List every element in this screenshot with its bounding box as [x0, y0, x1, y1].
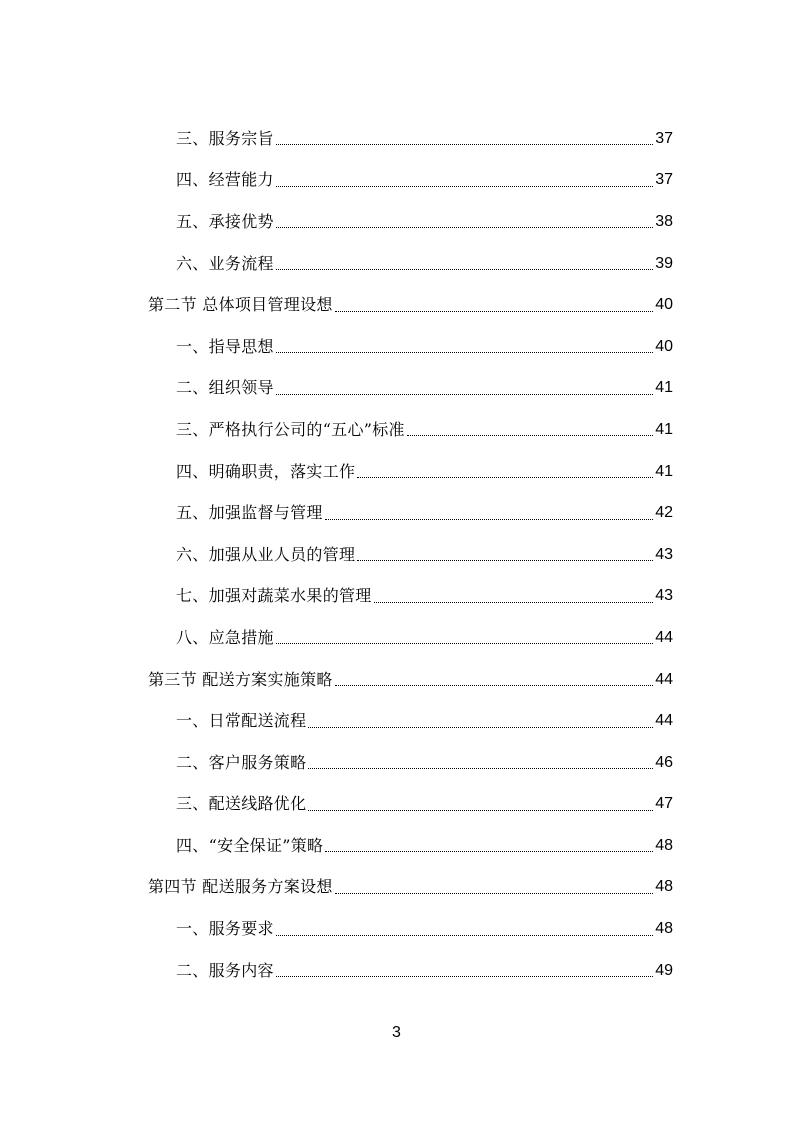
toc-entry[interactable] [0, 950, 793, 992]
toc-entry-label: 一、日常配送流程 [176, 711, 307, 731]
toc-entry-page: 37 [655, 129, 673, 147]
toc-entry-page: 38 [655, 212, 673, 230]
dot-leader [308, 768, 653, 769]
toc-entry-page: 47 [655, 795, 673, 813]
toc-entry-page: 46 [655, 753, 673, 771]
toc-entry-label: 三、服务宗旨 [176, 128, 274, 148]
toc-entry[interactable] [0, 617, 793, 659]
toc-entry-label: 二、客户服务策略 [176, 752, 307, 772]
dot-leader [407, 435, 653, 436]
toc-entry-label: 八、应急措施 [176, 627, 274, 647]
toc-entry[interactable] [0, 160, 793, 202]
toc-entry-label: 六、业务流程 [176, 253, 274, 273]
toc-entry-label: 四、“安全保证”策略 [176, 835, 324, 855]
toc-entry-label: 第四节 配送服务方案设想 [148, 877, 333, 897]
toc-entry-page: 42 [655, 504, 673, 522]
toc-entry-page: 43 [655, 587, 673, 605]
toc-entry-label: 二、组织领导 [176, 378, 274, 398]
toc-entry[interactable] [0, 784, 793, 826]
toc-entry[interactable] [0, 908, 793, 950]
dot-leader [357, 560, 653, 561]
dot-leader [335, 685, 654, 686]
dot-leader [308, 810, 653, 811]
dot-leader [335, 893, 654, 894]
table-of-contents [0, 118, 793, 991]
dot-leader [276, 186, 653, 187]
dot-leader [374, 602, 654, 603]
dot-leader [276, 935, 653, 936]
toc-entry-label: 五、承接优势 [176, 211, 274, 231]
toc-entry-page: 48 [655, 836, 673, 854]
toc-entry-page: 48 [655, 878, 673, 896]
toc-entry-label: 七、加强对蔬菜水果的管理 [176, 586, 372, 606]
dot-leader [308, 727, 653, 728]
toc-entry-label: 一、服务要求 [176, 919, 274, 939]
dot-leader [325, 519, 654, 520]
toc-entry-label: 第二节 总体项目管理设想 [148, 295, 333, 315]
toc-entry[interactable] [0, 118, 793, 160]
toc-entry-page: 40 [655, 296, 673, 314]
toc-entry[interactable] [0, 326, 793, 368]
toc-entry[interactable] [0, 576, 793, 618]
dot-leader [276, 394, 653, 395]
toc-entry-label: 三、严格执行公司的“五心”标准 [176, 419, 405, 439]
toc-entry-page: 44 [655, 670, 673, 688]
toc-section-entry[interactable] [0, 659, 793, 701]
toc-entry-page: 41 [655, 462, 673, 480]
dot-leader [276, 144, 653, 145]
toc-entry-page: 40 [655, 337, 673, 355]
toc-entry-page: 44 [655, 628, 673, 646]
toc-entry-label: 四、经营能力 [176, 170, 274, 190]
toc-entry[interactable] [0, 368, 793, 410]
dot-leader [276, 227, 653, 228]
dot-leader [276, 643, 653, 644]
toc-entry-page: 43 [655, 545, 673, 563]
toc-entry-label: 第三节 配送方案实施策略 [148, 669, 333, 689]
toc-section-entry[interactable] [0, 284, 793, 326]
toc-entry-page: 41 [655, 379, 673, 397]
toc-entry[interactable] [0, 534, 793, 576]
dot-leader [276, 352, 653, 353]
toc-entry-label: 二、服务内容 [176, 960, 274, 980]
toc-entry-label: 三、配送线路优化 [176, 794, 307, 814]
dot-leader [276, 976, 653, 977]
toc-entry[interactable] [0, 201, 793, 243]
toc-entry-page: 39 [655, 254, 673, 272]
toc-entry[interactable] [0, 825, 793, 867]
dot-leader [357, 477, 653, 478]
toc-entry[interactable] [0, 492, 793, 534]
toc-entry-page: 44 [655, 712, 673, 730]
toc-entry-page: 41 [655, 420, 673, 438]
dot-leader [276, 269, 653, 270]
toc-entry[interactable] [0, 700, 793, 742]
dot-leader [325, 851, 653, 852]
page-number: 3 [392, 1024, 401, 1041]
toc-entry[interactable] [0, 409, 793, 451]
toc-entry-label: 一、指导思想 [176, 336, 274, 356]
toc-entry-label: 六、加强从业人员的管理 [176, 544, 356, 564]
toc-entry[interactable] [0, 243, 793, 285]
toc-entry-label: 五、加强监督与管理 [176, 503, 323, 523]
toc-entry-page: 49 [655, 961, 673, 979]
dot-leader [335, 311, 654, 312]
toc-entry[interactable] [0, 742, 793, 784]
toc-entry-label: 四、明确职责，落实工作 [176, 461, 356, 481]
toc-entry-page: 48 [655, 920, 673, 938]
toc-entry[interactable] [0, 451, 793, 493]
toc-section-entry[interactable] [0, 867, 793, 909]
toc-entry-page: 37 [655, 171, 673, 189]
